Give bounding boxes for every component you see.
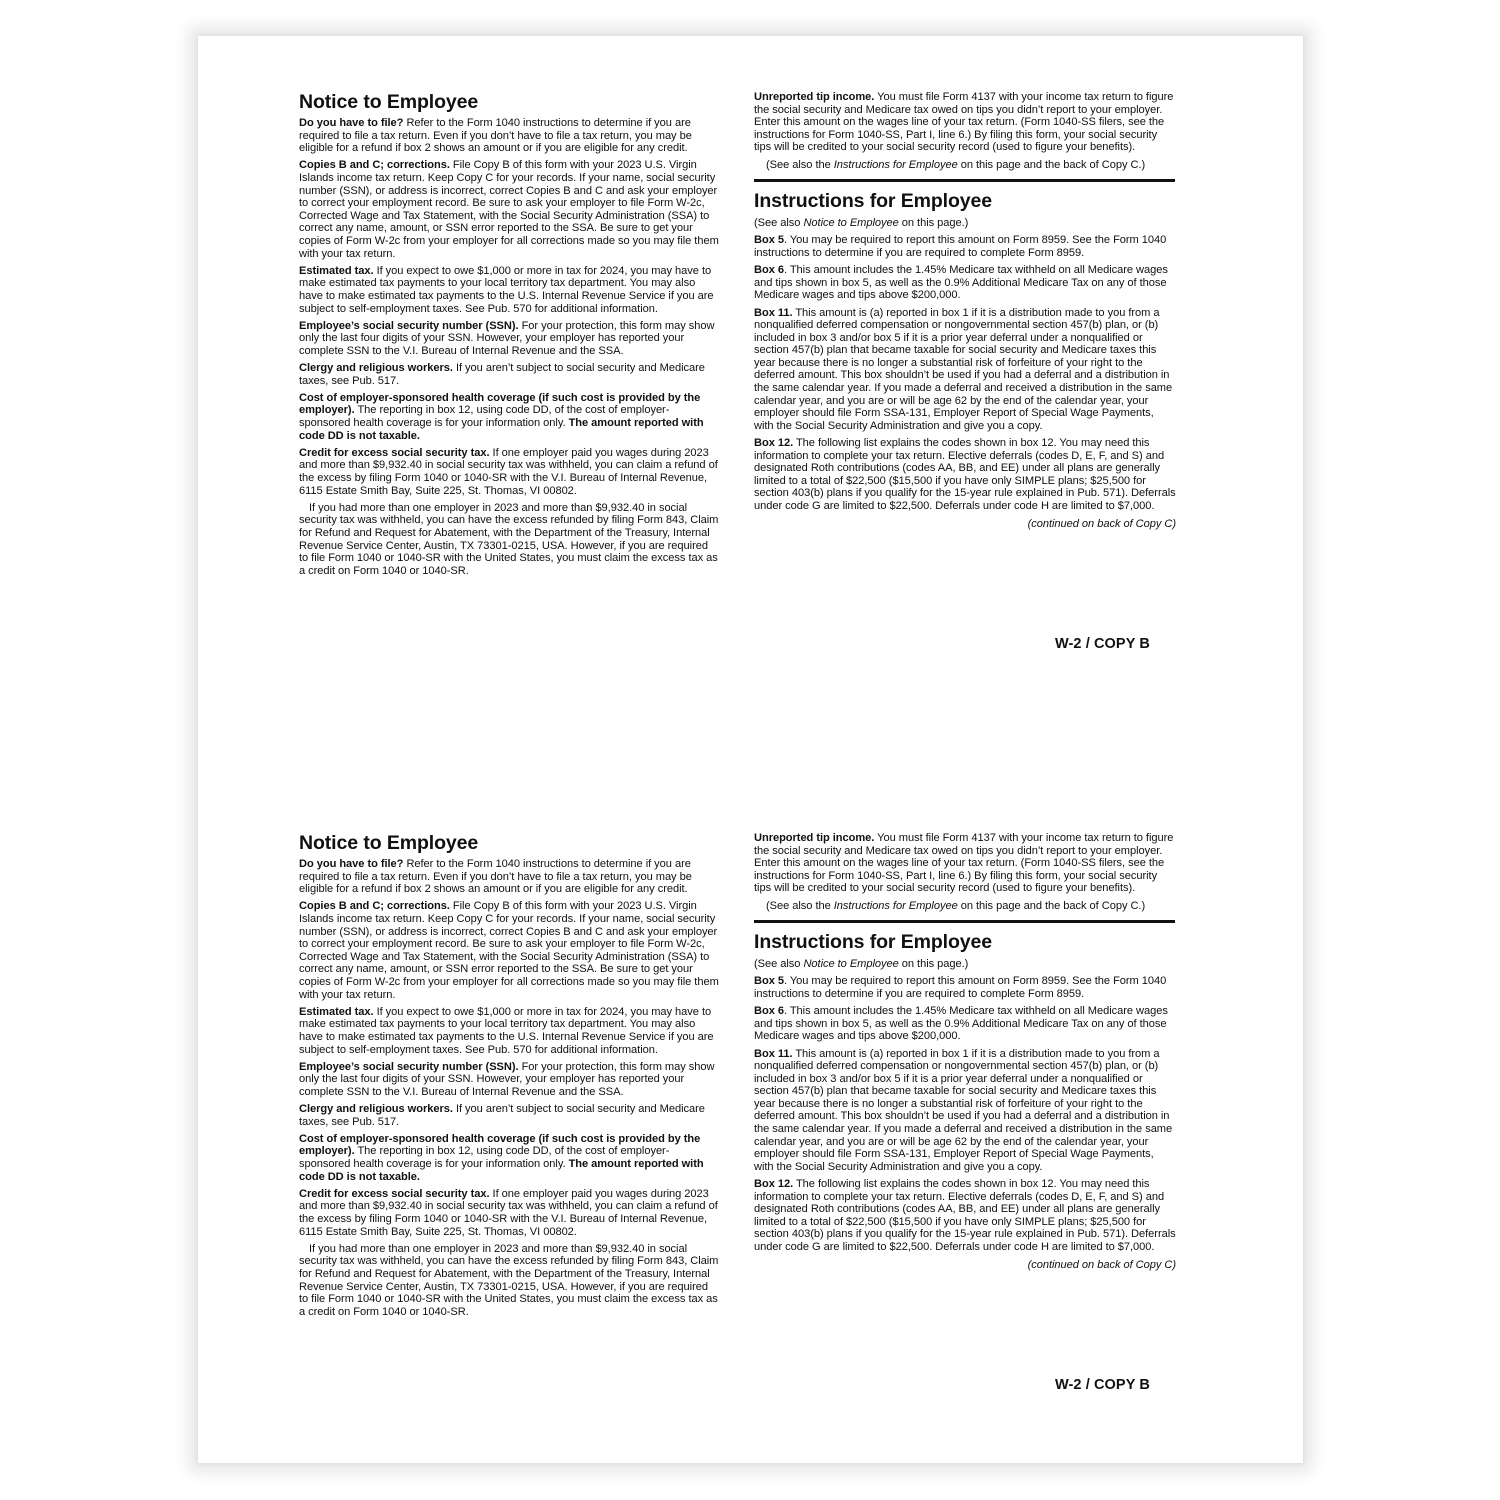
notice-health-coverage: Cost of employer-sponsored health coverage (if such cost is provided by the employer). The reporting in box 12, using code DD, of the cost of employer-sponsored health coverage is for your information only. The amount reported with code DD is not taxable. — [299, 391, 704, 442]
form-copy-label: W-2 / COPY B — [1055, 636, 1150, 652]
instructions-column — [754, 832, 1176, 1271]
copy-top — [198, 36, 1303, 736]
notice-estimated-tax: Estimated tax. If you expect to owe $1,000 or more in tax for 2024, you may have to make estimated tax payments to your local territory tax department. You may also have to make estimated tax payments to the U.S. Internal Revenue Service if you are subject to self-employment taxes. See Pub. 570 for additional information. — [299, 264, 714, 315]
instructions-box-6: Box 6. This amount includes the 1.45% Medicare tax withheld on all Medicare wages and tips shown in box 5, as well as the 0.9% Additional Medicare Tax on any of those Medicare wages and tips above $200,000. — [754, 1005, 1168, 1043]
instructions-box-12: Box 12. The following list explains the codes shown in box 12. You may need this information to complete your tax return. Elective deferrals (codes D, E, F, and S) and designated Roth contributions (codes AA, BB, and EE) under all plans are generally limited to a total of $22,500 ($15,500 if you have only SIMPLE plans; $25,500 for section 403(b) plans if you qualify for the 15-year rule explained in Pub. 571). Deferrals under code G are limited to $22,500. Deferrals under code H are limited to $7,000. — [754, 437, 1176, 512]
form-copy-label: W-2 / COPY B — [1055, 1377, 1150, 1393]
instructions-box-12: Box 12. The following list explains the codes shown in box 12. You may need this information to complete your tax return. Elective deferrals (codes D, E, F, and S) and designated Roth contributions (codes AA, BB, and EE) under all plans are generally limited to a total of $22,500 ($15,500 if you have only SIMPLE plans; $25,500 for section 403(b) plans if you qualify for the 15-year rule explained in Pub. 571). Deferrals under code G are limited to $22,500. Deferrals under code H are limited to $7,000. — [754, 1178, 1176, 1253]
notice-clergy: Clergy and religious workers. If you aren’t subject to social security and Medicare taxes, see Pub. 517. — [299, 1103, 705, 1128]
notice-copies-corrections: Copies B and C; corrections. File Copy B of this form with your 2023 U.S. Virgin Islands income tax return. Keep Copy C for your records. If your name, social security number (SSN), or address is incorrect, correct Copies B and C and ask your employer to correct your employment record. Be sure to ask your employer to file Form W-2c, Corrected Wage and Tax Statement, with the Social Security Administration (SSA) to correct any name, amount, or SSN error reported to the SSA. Be sure to get your copies of Form W-2c from your employer for all corrections made so you may file them with your tax return. — [299, 900, 719, 1001]
instructions-see-also: (See also Notice to Employee on this page.) — [754, 958, 969, 971]
notice-do-you-have-to-file: Do you have to file? Refer to the Form 1040 instructions to determine if you are required to file a tax return. Even if you don’t have to file a tax return, you may be eligible for a refund if box 2 shows an amount or if you are eligible for any credit. — [299, 117, 692, 155]
notice-tip-income: Unreported tip income. You must file Form 4137 with your income tax return to figure the social security and Medicare tax owed on tips you didn’t report to your employer. Enter this amount on the wages line of your tax return. (Form 1040-SS filers, see the instructions for Form 1040-SS, Part I, line 6.) By filing this form, your social security tips will be credited to your social security record (used to figure your benefits). — [754, 832, 1174, 895]
notice-tip-income: Unreported tip income. You must file Form 4137 with your income tax return to figure the social security and Medicare tax owed on tips you didn’t report to your employer. Enter this amount on the wages line of your tax return. (Form 1040-SS filers, see the instructions for Form 1040-SS, Part I, line 6.) By filing this form, your social security tips will be credited to your social security record (used to figure your benefits). — [754, 91, 1174, 154]
notice-health-coverage: Cost of employer-sponsored health coverage (if such cost is provided by the employer). The reporting in box 12, using code DD, of the cost of employer-sponsored health coverage is for your information only. The amount reported with code DD is not taxable. — [299, 1132, 704, 1183]
notice-estimated-tax: Estimated tax. If you expect to owe $1,000 or more in tax for 2024, you may have to make estimated tax payments to your local territory tax department. You may also have to make estimated tax payments to the U.S. Internal Revenue Service if you are subject to self-employment taxes. See Pub. 570 for additional information. — [299, 1005, 714, 1056]
continued-note: (continued on back of Copy C) — [1027, 517, 1176, 530]
notice-excess-ss-credit: Credit for excess social security tax. If one employer paid you wages during 2023 and more than $9,932.40 in social security tax was withheld, you can claim a refund of the excess by filing Form 1040 or 1040-SR with the V.I. Bureau of Internal Revenue, 6115 Estate Smith Bay, Suite 225, St. Thomas, VI 00802. — [299, 446, 718, 497]
notice-ssn: Employee’s social security number (SSN). For your protection, this form may show only the last four digits of your SSN. However, your employer has reported your complete SSN to the V.I. Bureau of Internal Revenue and the SSA. — [299, 319, 715, 357]
instructions-box-11: Box 11. This amount is (a) reported in box 1 if it is a distribution made to you from a nonqualified deferred compensation or nongovernmental section 457(b) plan, or (b) included in box 3 and/or box 5 if it is a prior year deferral under a nonqualified or section 457(b) plan that became taxable for social security and Medicare taxes this year because there is no longer a substantial risk of forfeiture of your right to the deferred amount. This box shouldn’t be used if you had a deferral and a distribution in the same calendar year. If you made a deferral and received a distribution in the same calendar year, and you are or will be age 62 by the end of the calendar year, your employer should file Form SSA-131, Employer Report of Special Wage Payments, with the Social Security Administration and give you a copy. — [754, 306, 1173, 432]
instructions-box-5: Box 5. You may be required to report this amount on Form 8959. See the Form 1040 instructions to determine if you are required to complete Form 8959. — [754, 234, 1167, 259]
instructions-box-6: Box 6. This amount includes the 1.45% Medicare tax withheld on all Medicare wages and tips shown in box 5, as well as the 0.9% Additional Medicare Tax on any of those Medicare wages and tips above $200,000. — [754, 264, 1168, 302]
notice-column — [299, 91, 719, 582]
notice-do-you-have-to-file: Do you have to file? Refer to the Form 1040 instructions to determine if you are required to file a tax return. Even if you don’t have to file a tax return, you may be eligible for a refund if box 2 shows an amount or if you are eligible for any credit. — [299, 858, 692, 896]
instructions-title: Instructions for Employee — [754, 931, 993, 954]
w2-copy-b-sheet — [198, 36, 1303, 1463]
instructions-title: Instructions for Employee — [754, 190, 993, 213]
instructions-see-also: (See also Notice to Employee on this page.) — [754, 217, 969, 230]
notice-ssn: Employee’s social security number (SSN). For your protection, this form may show only the last four digits of your SSN. However, your employer has reported your complete SSN to the V.I. Bureau of Internal Revenue and the SSA. — [299, 1060, 715, 1098]
copy-bottom — [198, 777, 1303, 1477]
notice-copies-corrections: Copies B and C; corrections. File Copy B of this form with your 2023 U.S. Virgin Islands income tax return. Keep Copy C for your records. If your name, social security number (SSN), or address is incorrect, correct Copies B and C and ask your employer to correct your employment record. Be sure to ask your employer to file Form W-2c, Corrected Wage and Tax Statement, with the Social Security Administration (SSA) to correct any name, amount, or SSN error reported to the SSA. Be sure to get your copies of Form W-2c from your employer for all corrections made so you may file them with your tax return. — [299, 159, 719, 260]
notice-title: Notice to Employee — [299, 91, 479, 113]
instructions-box-5: Box 5. You may be required to report this amount on Form 8959. See the Form 1040 instructions to determine if you are required to complete Form 8959. — [754, 975, 1167, 1000]
notice-column — [299, 832, 719, 1323]
notice-multiple-employers: If you had more than one employer in 2023 and more than $9,932.40 in social security tax was withheld, you can have the excess refunded by filing Form 843, Claim for Refund and Request for Abatement, with the Department of the Treasury, Internal Revenue Service Center, Austin, TX 73301-0215, USA. However, if you are required to file Form 1040 or 1040-SR with the United States, you must claim the excess tax as a credit on Form 1040 or 1040-SR. — [299, 501, 719, 577]
notice-see-also: (See also the Instructions for Employee on this page and the back of Copy C.) — [766, 899, 1146, 912]
notice-title: Notice to Employee — [299, 832, 479, 854]
notice-multiple-employers: If you had more than one employer in 2023 and more than $9,932.40 in social security tax was withheld, you can have the excess refunded by filing Form 843, Claim for Refund and Request for Abatement, with the Department of the Treasury, Internal Revenue Service Center, Austin, TX 73301-0215, USA. However, if you are required to file Form 1040 or 1040-SR with the United States, you must claim the excess tax as a credit on Form 1040 or 1040-SR. — [299, 1242, 719, 1318]
continued-note: (continued on back of Copy C) — [1027, 1258, 1176, 1271]
notice-excess-ss-credit: Credit for excess social security tax. If one employer paid you wages during 2023 and more than $9,932.40 in social security tax was withheld, you can claim a refund of the excess by filing Form 1040 or 1040-SR with the V.I. Bureau of Internal Revenue, 6115 Estate Smith Bay, Suite 225, St. Thomas, VI 00802. — [299, 1187, 718, 1238]
instructions-box-11: Box 11. This amount is (a) reported in box 1 if it is a distribution made to you from a nonqualified deferred compensation or nongovernmental section 457(b) plan, or (b) included in box 3 and/or box 5 if it is a prior year deferral under a nonqualified or section 457(b) plan that became taxable for social security and Medicare taxes this year because there is no longer a substantial risk of forfeiture of your right to the deferred amount. This box shouldn’t be used if you had a deferral and a distribution in the same calendar year. If you made a deferral and received a distribution in the same calendar year, and you are or will be age 62 by the end of the calendar year, your employer should file Form SSA-131, Employer Report of Special Wage Payments, with the Social Security Administration and give you a copy. — [754, 1047, 1173, 1173]
section-divider-rule — [754, 920, 1175, 923]
instructions-column — [754, 91, 1176, 530]
section-divider-rule — [754, 179, 1175, 182]
notice-clergy: Clergy and religious workers. If you aren’t subject to social security and Medicare taxes, see Pub. 517. — [299, 362, 705, 387]
notice-see-also: (See also the Instructions for Employee on this page and the back of Copy C.) — [766, 158, 1146, 171]
